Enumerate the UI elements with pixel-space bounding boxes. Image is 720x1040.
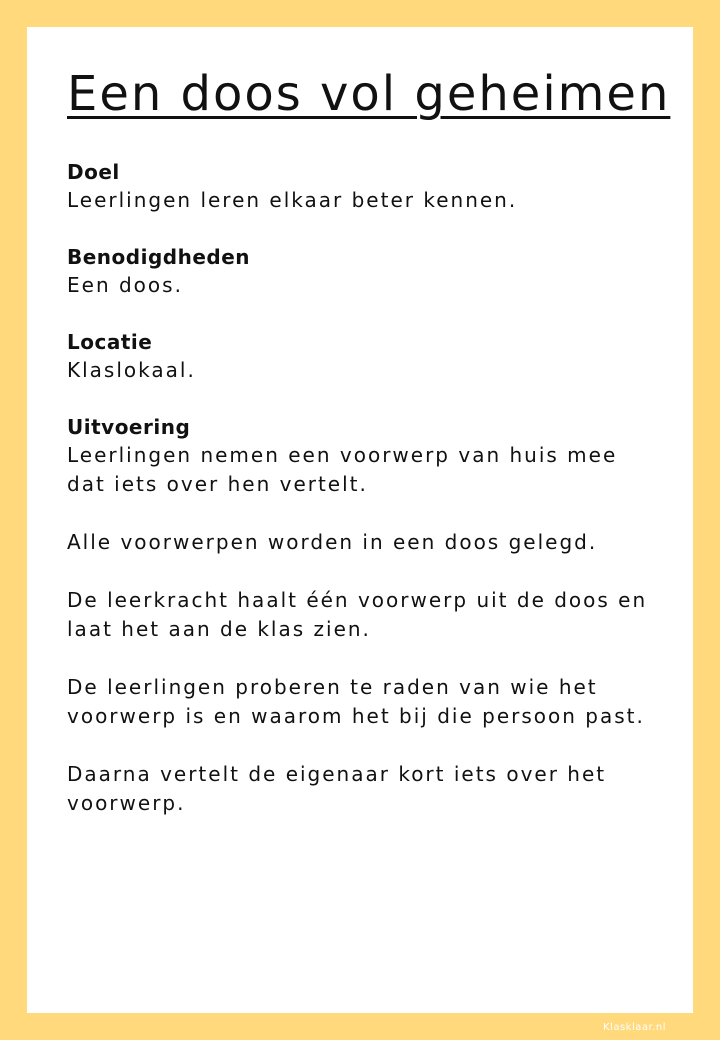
section-text: Klaslokaal. [67,358,196,382]
section-heading: Doel [67,160,120,184]
section-heading: Uitvoering [67,415,191,439]
section-text: Daarna vertelt de eigenaar kort iets over het voorwerp. [67,762,607,815]
footer-credit: Klasklaar.nl [603,1022,666,1033]
section-text: De leerkracht haalt één voorwerp uit de doos en laat het aan de klas zien. [67,588,648,641]
section-heading: Benodigdheden [67,245,251,269]
section-text: Een doos. [67,273,183,297]
section-doel [67,158,657,215]
section-heading: Locatie [67,330,153,354]
section-text: Alle voorwerpen worden in een doos gelegd. [67,530,598,554]
section-uitvoering [67,413,657,818]
page-title: Een doos vol geheimen [67,66,671,122]
section-text: Leerlingen leren elkaar beter kennen. [67,188,518,212]
section-locatie [67,328,657,385]
section-text: Leerlingen nemen een voorwerp van huis mee dat iets over hen vertelt. [67,443,618,496]
card-content [67,63,671,818]
section-benodigdheden [67,243,657,300]
activity-card [27,27,693,1013]
section-text: De leerlingen proberen te raden van wie het voorwerp is en waarom het bij die persoon past. [67,675,645,728]
